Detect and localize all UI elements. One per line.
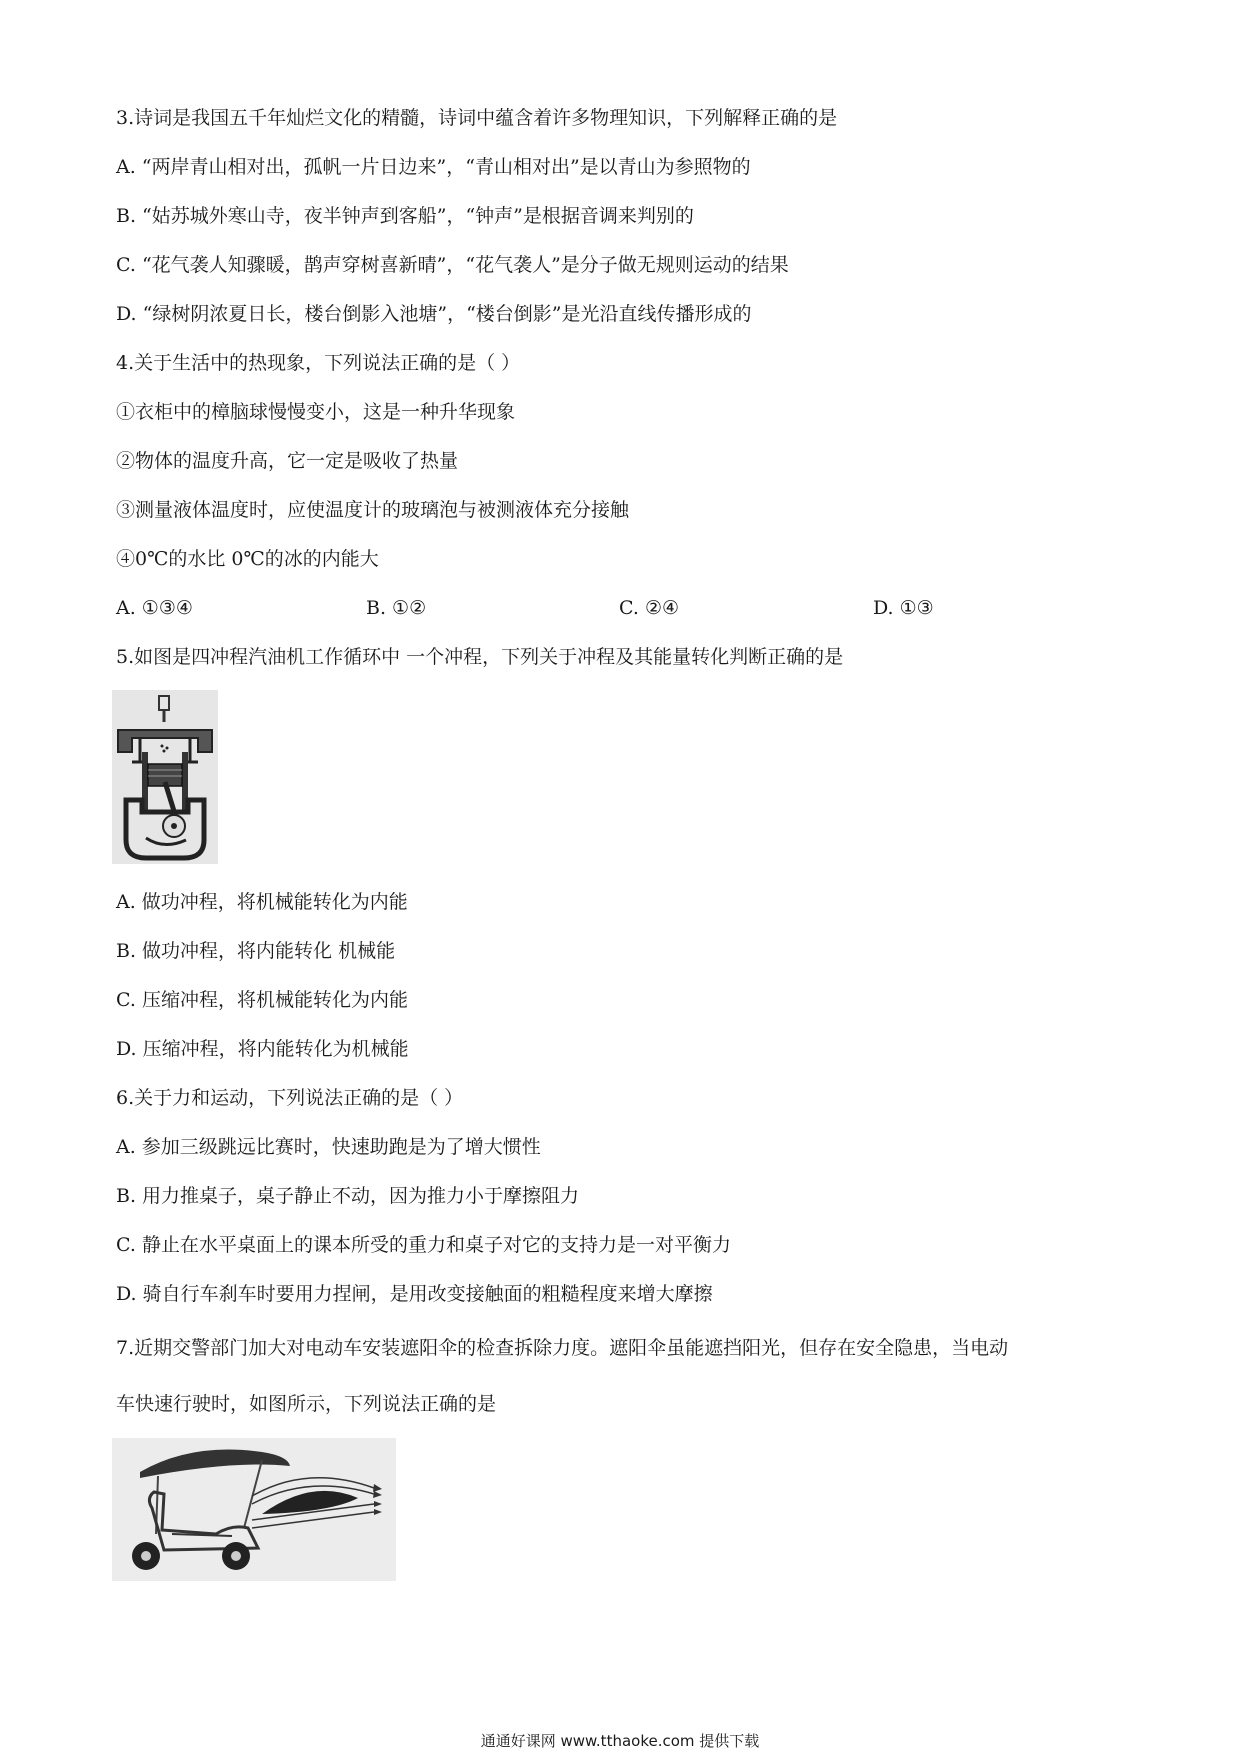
- engine-stroke-image: [112, 690, 218, 864]
- q6-option-d: D. 骑自行车刹车时要用力捏闸，是用改变接触面的粗糙程度来增大摩擦: [116, 1283, 713, 1305]
- q7-stem-line1: 7.近期交警部门加大对电动车安装遮阳伞的检查拆除力度。遮阳伞虽能遮挡阳光，但存在安全隐患，当电动: [116, 1337, 1009, 1359]
- q4-option-a: A. ①③④: [116, 597, 193, 619]
- q4-options-row: [116, 596, 1016, 620]
- q5-option-b: B. 做功冲程，将内能转化 机械能: [116, 940, 396, 962]
- q6-option-b: B. 用力推桌子，桌子静止不动，因为推力小于摩擦阻力: [116, 1185, 580, 1207]
- scooter-umbrella-diagram: [112, 1438, 396, 1581]
- q5-stem: 5.如图是四冲程汽油机工作循环中 一个冲程，下列关于冲程及其能量转化判断正确的是: [116, 646, 844, 668]
- q4-option-b: B. ①②: [366, 597, 427, 619]
- q7-stem-line2: 车快速行驶时，如图所示，下列说法正确的是: [116, 1393, 497, 1415]
- q4-statement-2: ②物体的温度升高，它一定是吸收了热量: [116, 450, 459, 472]
- q4-statement-3: ③测量液体温度时，应使温度计的玻璃泡与被测液体充分接触: [116, 499, 630, 521]
- q6-option-a: A. 参加三级跳远比赛时，快速助跑是为了增大惯性: [116, 1136, 541, 1158]
- q5-option-a: A. 做功冲程，将机械能转化为内能: [116, 891, 408, 913]
- q3-option-b: B. “姑苏城外寒山寺，夜半钟声到客船”，“钟声”是根据音调来判别的: [116, 205, 694, 227]
- q4-option-d: D. ①③: [873, 597, 934, 619]
- q3-option-c: C. “花气袭人知骤暖，鹊声穿树喜新晴”，“花气袭人”是分子做无规则运动的结果: [116, 254, 789, 276]
- q5-option-c: C. 压缩冲程，将机械能转化为内能: [116, 989, 408, 1011]
- q6-stem: 6.关于力和运动，下列说法正确的是（ ）: [116, 1087, 464, 1109]
- page-footer: 通通好课网 www.tthaoke.com 提供下载: [480, 1732, 760, 1750]
- q3-stem: 3.诗词是我国五千年灿烂文化的精髓，诗词中蕴含着许多物理知识，下列解释正确的是: [116, 107, 838, 129]
- q4-statement-4: ④0℃的水比 0℃的冰的内能大: [116, 548, 379, 570]
- q5-option-d: D. 压缩冲程，将内能转化为机械能: [116, 1038, 409, 1060]
- q4-stem: 4.关于生活中的热现象，下列说法正确的是（ ）: [116, 352, 521, 374]
- q4-option-c: C. ②④: [619, 597, 680, 619]
- q3-option-a: A. “两岸青山相对出，孤帆一片日边来”，“青山相对出”是以青山为参照物的: [116, 156, 751, 178]
- scooter-umbrella-image: [112, 1438, 396, 1581]
- q4-statement-1: ①衣柜中的樟脑球慢慢变小，这是一种升华现象: [116, 401, 516, 423]
- q3-option-d: D. “绿树阴浓夏日长，楼台倒影入池塘”，“楼台倒影”是光沿直线传播形成的: [116, 303, 752, 325]
- q6-option-c: C. 静止在水平桌面上的课本所受的重力和桌子对它的支持力是一对平衡力: [116, 1234, 731, 1256]
- engine-diagram: [112, 690, 218, 864]
